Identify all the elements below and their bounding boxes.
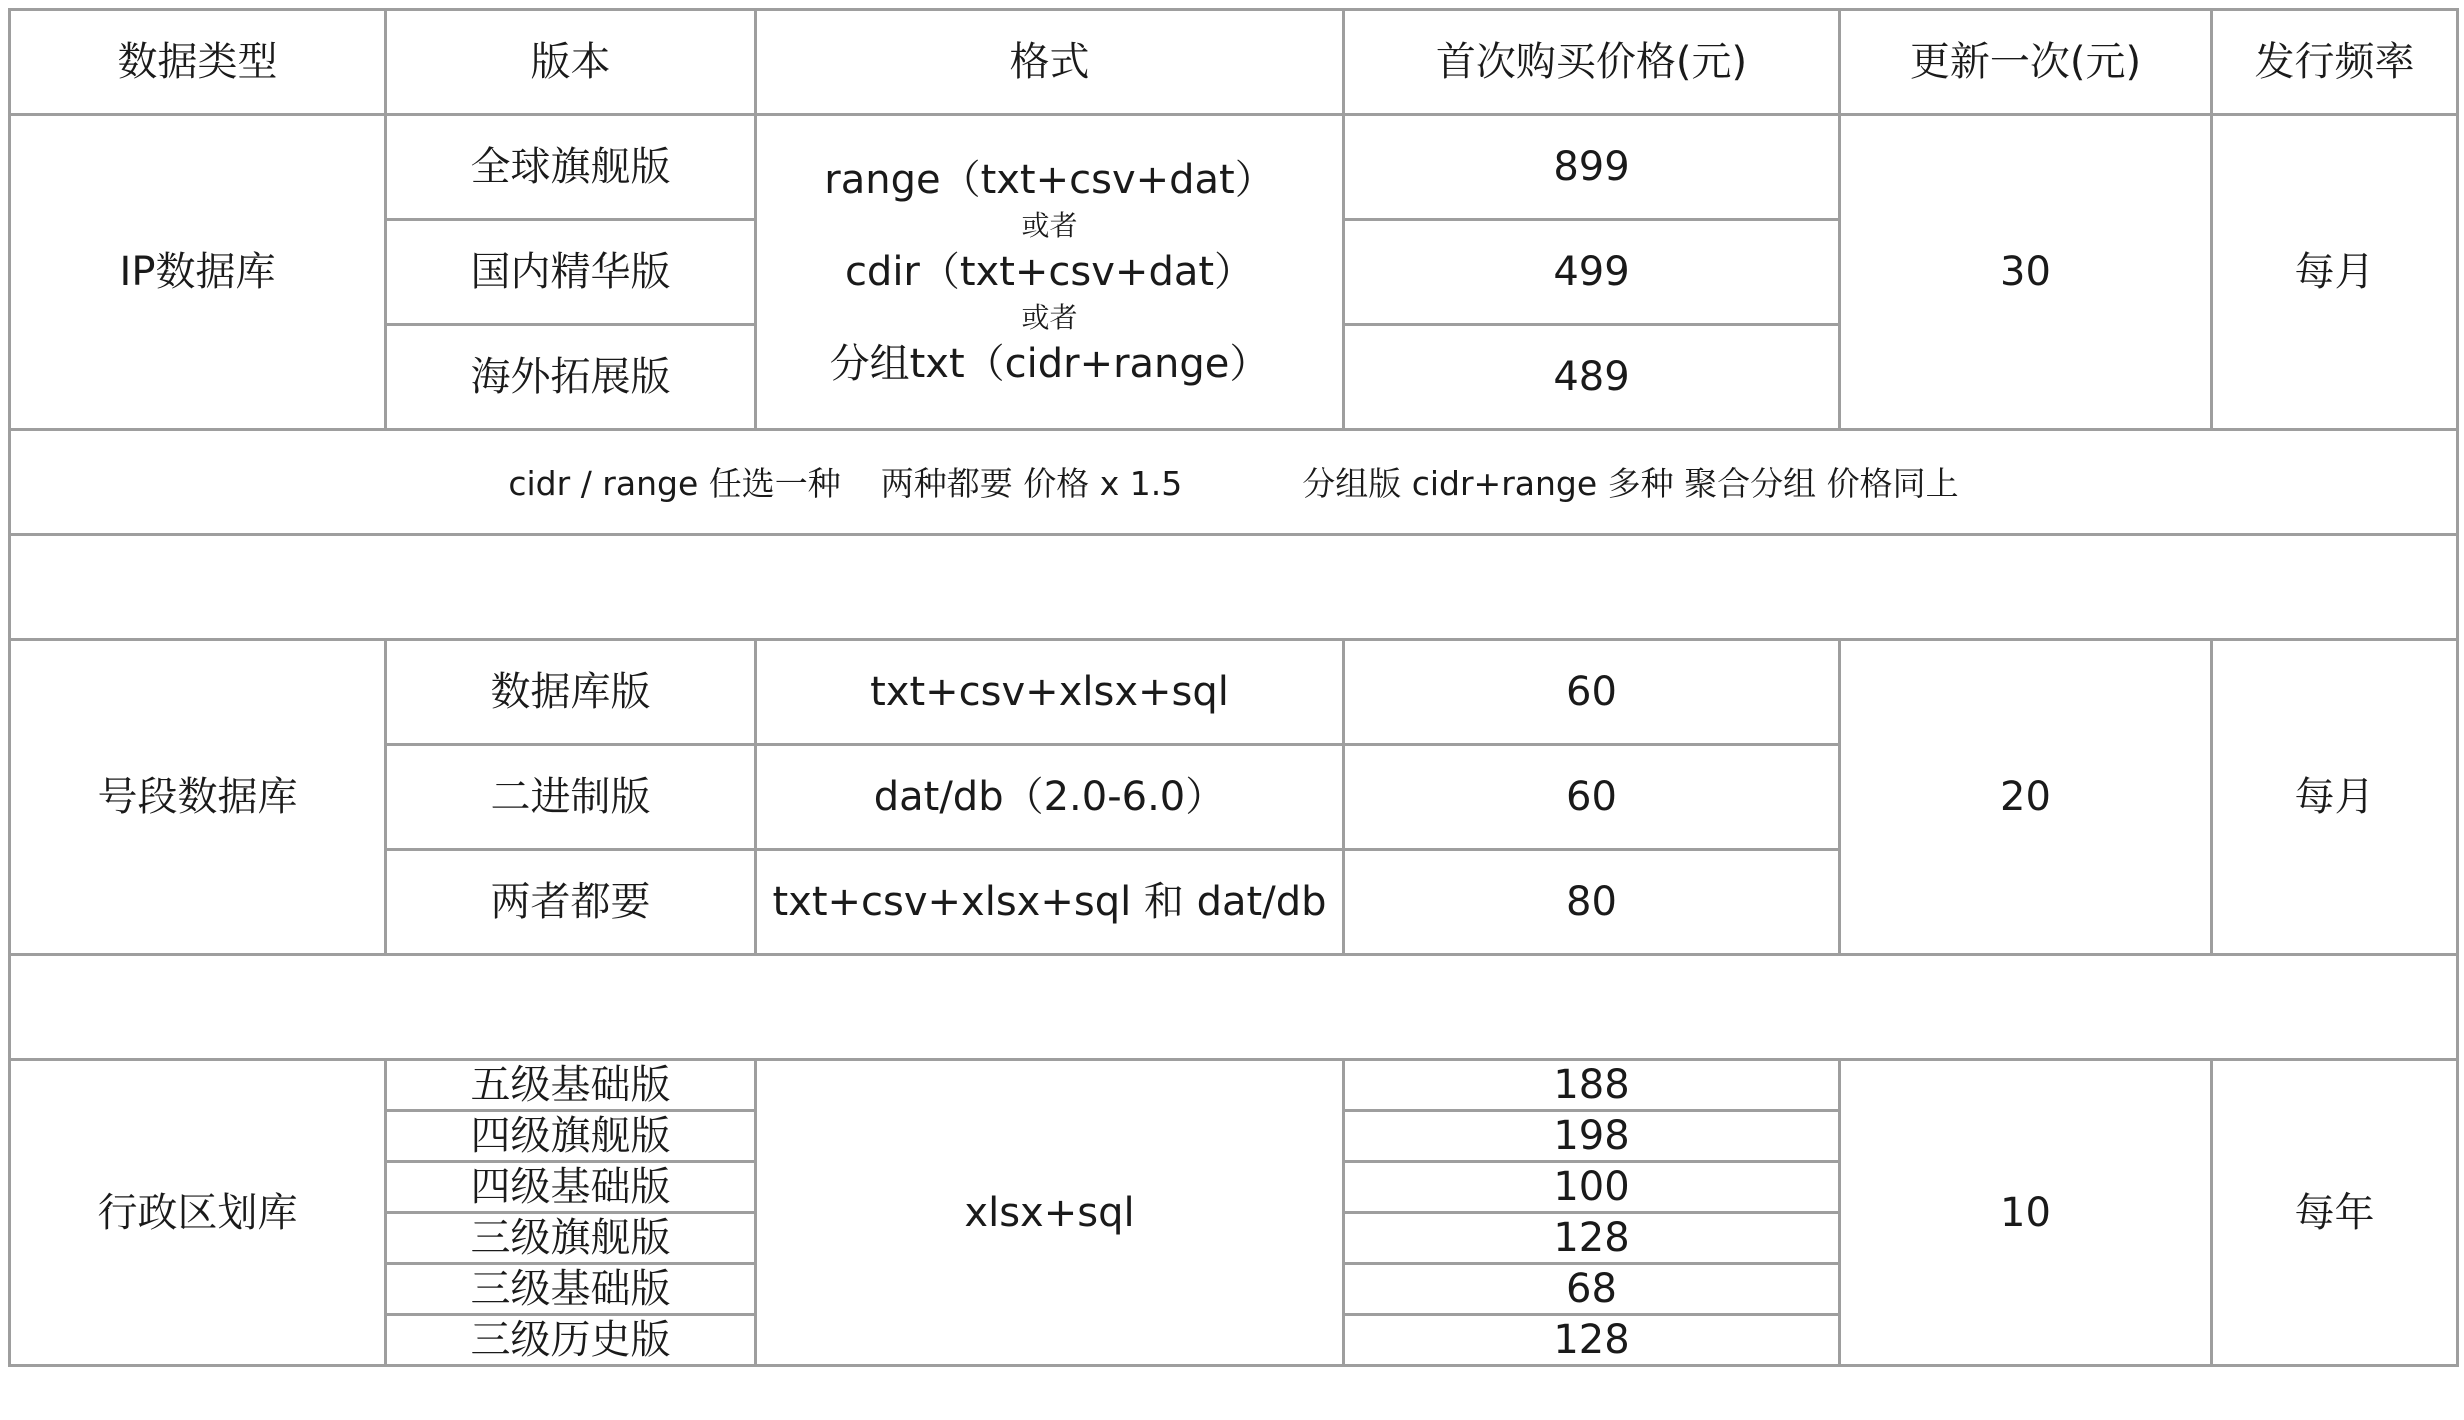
header-row: [10, 10, 2458, 115]
region-format-cell: xlsx+sql: [756, 1060, 1344, 1366]
ip-price-cell: 499: [1344, 220, 1840, 325]
ip-price-cell: 489: [1344, 325, 1840, 430]
region-price-cell: 188: [1344, 1060, 1840, 1111]
phone-price-cell: 60: [1344, 745, 1840, 850]
region-price-cell: 198: [1344, 1111, 1840, 1162]
header-frequency: 发行频率: [2212, 10, 2458, 115]
ip-format-cell: [756, 115, 1344, 430]
region-frequency-cell: 每年: [2212, 1060, 2458, 1366]
ip-frequency-cell: 每月: [2212, 115, 2458, 430]
table-row: [10, 640, 2458, 745]
region-edition-cell: 三级旗舰版: [386, 1213, 756, 1264]
phone-format-cell: dat/db（2.0-6.0）: [756, 745, 1344, 850]
ip-format-or: 或者: [1021, 301, 1078, 334]
table-row: [10, 115, 2458, 220]
region-edition-cell: 三级历史版: [386, 1315, 756, 1366]
region-edition-cell: 四级旗舰版: [386, 1111, 756, 1162]
phone-price-cell: 60: [1344, 640, 1840, 745]
header-update-price: 更新一次(元): [1840, 10, 2212, 115]
ip-update-cell: 30: [1840, 115, 2212, 430]
spacer-row: [10, 955, 2458, 1060]
header-format: 格式: [756, 10, 1344, 115]
region-price-cell: 100: [1344, 1162, 1840, 1213]
phone-frequency-cell: 每月: [2212, 640, 2458, 955]
spacer-cell: [10, 535, 2458, 640]
region-edition-cell: 四级基础版: [386, 1162, 756, 1213]
ip-edition-cell: 国内精华版: [386, 220, 756, 325]
region-edition-cell: 五级基础版: [386, 1060, 756, 1111]
phone-edition-cell: 二进制版: [386, 745, 756, 850]
header-first-price: 首次购买价格(元): [1344, 10, 1840, 115]
ip-format-line: cdir（txt+csv+dat）: [844, 249, 1255, 295]
phone-type-cell: 号段数据库: [10, 640, 386, 955]
note-part-1: cidr / range 任选一种: [508, 464, 841, 503]
ip-price-cell: 899: [1344, 115, 1840, 220]
table-row: [10, 1060, 2458, 1111]
note-part-2: 两种都要 价格 x 1.5: [880, 464, 1183, 503]
note-row: [10, 430, 2458, 535]
phone-edition-cell: 数据库版: [386, 640, 756, 745]
region-edition-cell: 三级基础版: [386, 1264, 756, 1315]
phone-edition-cell: 两者都要: [386, 850, 756, 955]
region-price-cell: 128: [1344, 1213, 1840, 1264]
region-update-cell: 10: [1840, 1060, 2212, 1366]
header-edition: 版本: [386, 10, 756, 115]
ip-format-line: 分组txt（cidr+range）: [829, 341, 1270, 387]
note-part-3: 分组版 cidr+range 多种 聚合分组 价格同上: [1302, 464, 1959, 503]
phone-update-cell: 20: [1840, 640, 2212, 955]
phone-price-cell: 80: [1344, 850, 1840, 955]
phone-format-cell: txt+csv+xlsx+sql 和 dat/db: [756, 850, 1344, 955]
ip-edition-cell: 全球旗舰版: [386, 115, 756, 220]
region-price-cell: 128: [1344, 1315, 1840, 1366]
ip-format-or: 或者: [1021, 209, 1078, 242]
ip-type-cell: IP数据库: [10, 115, 386, 430]
note-cell: [10, 430, 2458, 535]
ip-edition-cell: 海外拓展版: [386, 325, 756, 430]
ip-format-line: range（txt+csv+dat）: [824, 157, 1275, 203]
phone-format-cell: txt+csv+xlsx+sql: [756, 640, 1344, 745]
spacer-cell: [10, 955, 2458, 1060]
pricing-table: [8, 8, 2459, 1367]
region-price-cell: 68: [1344, 1264, 1840, 1315]
header-data-type: 数据类型: [10, 10, 386, 115]
spacer-row: [10, 535, 2458, 640]
region-type-cell: 行政区划库: [10, 1060, 386, 1366]
